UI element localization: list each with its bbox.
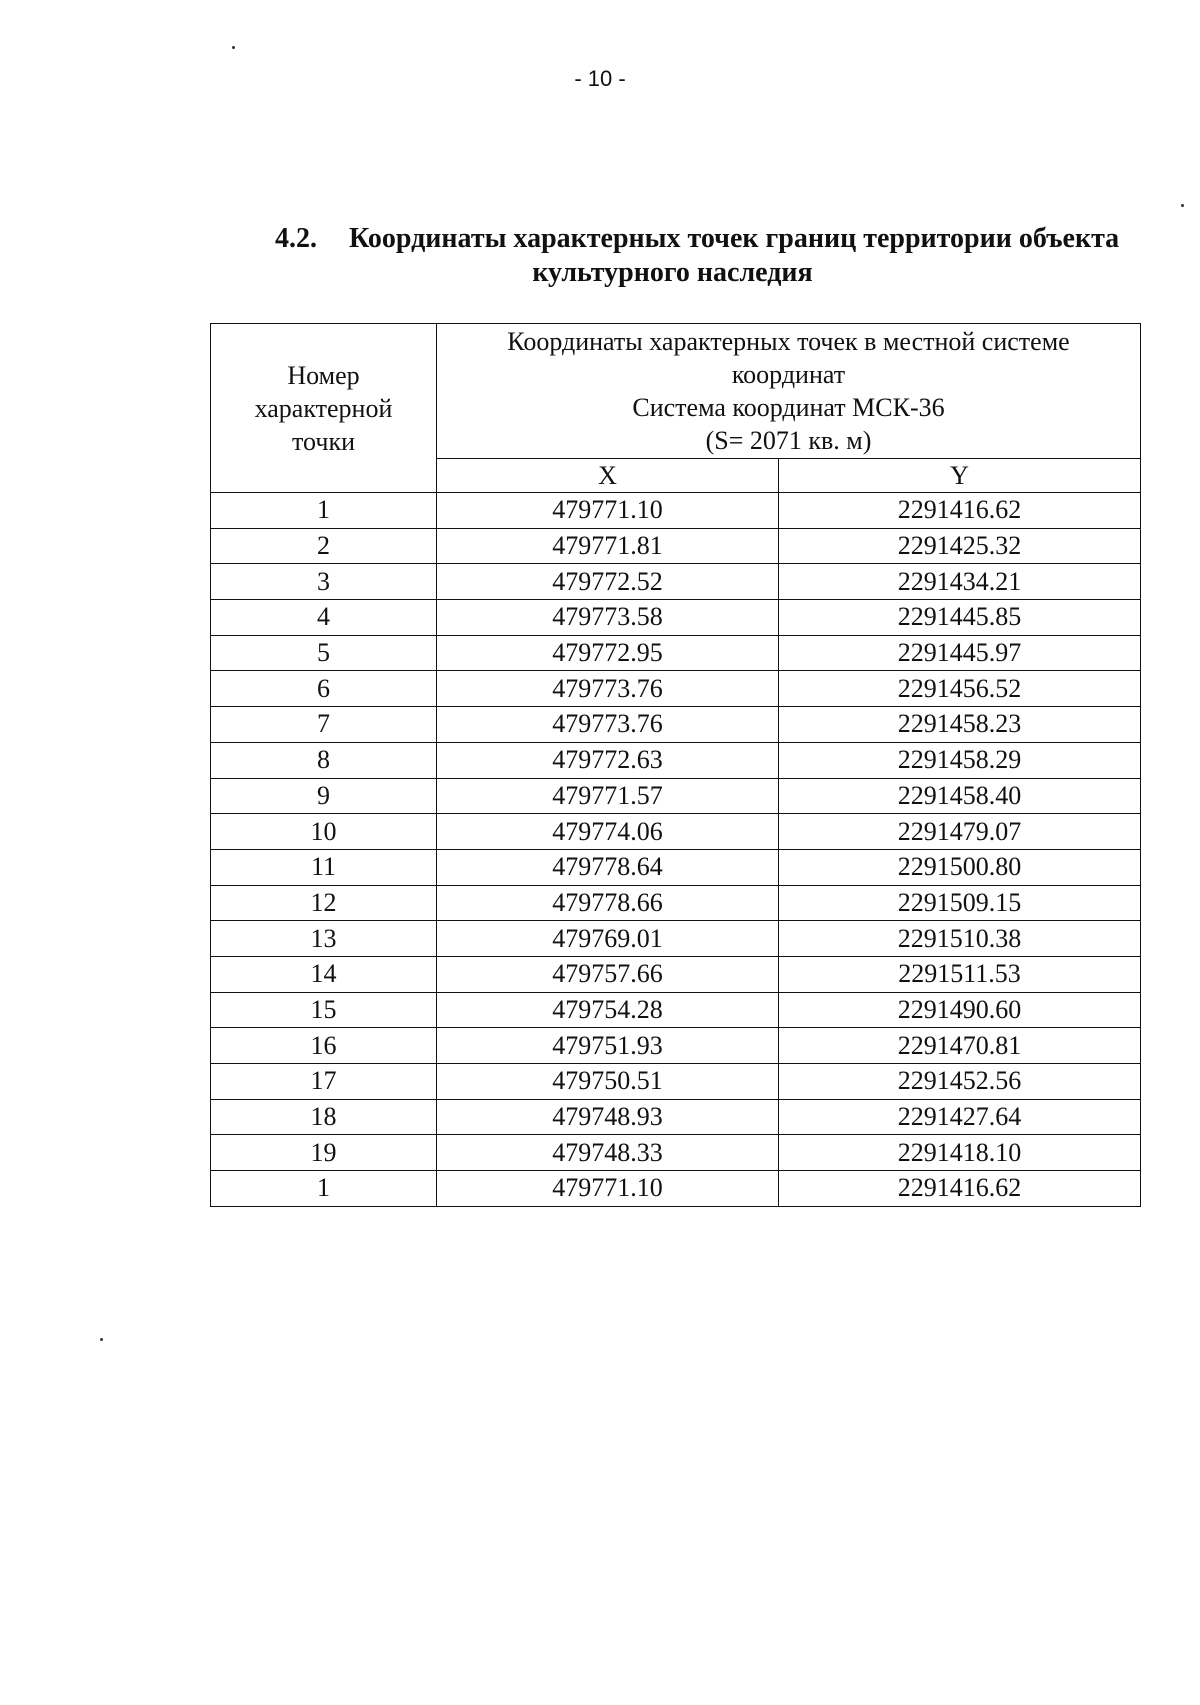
x-coordinate-cell: 479757.66 <box>437 956 779 992</box>
y-coordinate-cell: 2291500.80 <box>779 849 1141 885</box>
point-number-cell: 12 <box>211 885 437 921</box>
y-coordinate-cell: 2291445.85 <box>779 600 1141 636</box>
y-coordinate-cell: 2291458.29 <box>779 742 1141 778</box>
table-row <box>211 707 1141 743</box>
header-y: Y <box>779 459 1141 493</box>
scan-speck <box>232 46 235 49</box>
point-number-cell: 14 <box>211 956 437 992</box>
header-system-line: Координаты характерных точек в местной системе <box>507 327 1070 356</box>
table-row <box>211 600 1141 636</box>
x-coordinate-cell: 479771.81 <box>437 528 779 564</box>
section-title-line-1: Координаты характерных точек границ территории объекта <box>349 223 1120 254</box>
y-coordinate-cell: 2291458.23 <box>779 707 1141 743</box>
x-coordinate-cell: 479748.33 <box>437 1135 779 1171</box>
x-coordinate-cell: 479754.28 <box>437 992 779 1028</box>
y-coordinate-cell: 2291456.52 <box>779 671 1141 707</box>
point-number-cell: 7 <box>211 707 437 743</box>
section-heading <box>275 222 1145 290</box>
point-number-cell: 19 <box>211 1135 437 1171</box>
y-coordinate-cell: 2291470.81 <box>779 1028 1141 1064</box>
x-coordinate-cell: 479778.66 <box>437 885 779 921</box>
x-coordinate-cell: 479773.76 <box>437 707 779 743</box>
table-row <box>211 921 1141 957</box>
point-number-cell: 11 <box>211 849 437 885</box>
table-row <box>211 1028 1141 1064</box>
table-row <box>211 956 1141 992</box>
y-coordinate-cell: 2291510.38 <box>779 921 1141 957</box>
point-number-cell: 8 <box>211 742 437 778</box>
table-row <box>211 885 1141 921</box>
point-number-cell: 16 <box>211 1028 437 1064</box>
table-row <box>211 635 1141 671</box>
point-number-cell: 1 <box>211 493 437 529</box>
table-row <box>211 814 1141 850</box>
x-coordinate-cell: 479774.06 <box>437 814 779 850</box>
point-number-cell: 2 <box>211 528 437 564</box>
point-number-cell: 1 <box>211 1171 437 1207</box>
y-coordinate-cell: 2291490.60 <box>779 992 1141 1028</box>
x-coordinate-cell: 479772.52 <box>437 564 779 600</box>
x-coordinate-cell: 479773.76 <box>437 671 779 707</box>
y-coordinate-cell: 2291434.21 <box>779 564 1141 600</box>
y-coordinate-cell: 2291425.32 <box>779 528 1141 564</box>
section-title-line-2: культурного наследия <box>532 257 813 288</box>
x-coordinate-cell: 479771.10 <box>437 1171 779 1207</box>
table-row <box>211 528 1141 564</box>
point-number-cell: 6 <box>211 671 437 707</box>
table-row <box>211 671 1141 707</box>
y-coordinate-cell: 2291416.62 <box>779 1171 1141 1207</box>
x-coordinate-cell: 479772.63 <box>437 742 779 778</box>
header-coordinate-system <box>437 324 1141 459</box>
point-number-cell: 4 <box>211 600 437 636</box>
header-system-line: (S= 2071 кв. м) <box>705 426 872 455</box>
header-system-line: Система координат МСК-36 <box>632 393 945 422</box>
table-row <box>211 493 1141 529</box>
point-number-cell: 18 <box>211 1099 437 1135</box>
point-number-cell: 10 <box>211 814 437 850</box>
table-row <box>211 992 1141 1028</box>
table-row <box>211 1135 1141 1171</box>
table-row <box>211 564 1141 600</box>
header-x: X <box>437 459 779 493</box>
point-number-cell: 5 <box>211 635 437 671</box>
x-coordinate-cell: 479771.57 <box>437 778 779 814</box>
x-coordinate-cell: 479778.64 <box>437 849 779 885</box>
y-coordinate-cell: 2291445.97 <box>779 635 1141 671</box>
table-row <box>211 1064 1141 1100</box>
point-number-cell: 9 <box>211 778 437 814</box>
y-coordinate-cell: 2291509.15 <box>779 885 1141 921</box>
x-coordinate-cell: 479748.93 <box>437 1099 779 1135</box>
x-coordinate-cell: 479772.95 <box>437 635 779 671</box>
table-row <box>211 778 1141 814</box>
scan-speck <box>100 1338 103 1341</box>
y-coordinate-cell: 2291452.56 <box>779 1064 1141 1100</box>
coordinates-table <box>210 323 1141 1207</box>
table-row <box>211 1099 1141 1135</box>
header-point-line: характерной <box>254 393 393 423</box>
page-number: - 10 - <box>574 66 626 91</box>
table-body <box>211 493 1141 1207</box>
y-coordinate-cell: 2291458.40 <box>779 778 1141 814</box>
section-number: 4.2. <box>275 223 317 254</box>
table-row <box>211 742 1141 778</box>
point-number-cell: 13 <box>211 921 437 957</box>
x-coordinate-cell: 479773.58 <box>437 600 779 636</box>
point-number-cell: 17 <box>211 1064 437 1100</box>
point-number-cell: 3 <box>211 564 437 600</box>
x-coordinate-cell: 479750.51 <box>437 1064 779 1100</box>
header-point-line: точки <box>292 426 355 456</box>
header-point-line: Номер <box>287 360 360 390</box>
y-coordinate-cell: 2291427.64 <box>779 1099 1141 1135</box>
table-row <box>211 849 1141 885</box>
header-system-line: координат <box>731 360 846 389</box>
header-point-number <box>211 324 437 493</box>
scan-speck <box>1181 204 1184 207</box>
x-coordinate-cell: 479769.01 <box>437 921 779 957</box>
point-number-cell: 15 <box>211 992 437 1028</box>
y-coordinate-cell: 2291511.53 <box>779 956 1141 992</box>
y-coordinate-cell: 2291416.62 <box>779 493 1141 529</box>
x-coordinate-cell: 479751.93 <box>437 1028 779 1064</box>
table-row <box>211 1171 1141 1207</box>
y-coordinate-cell: 2291479.07 <box>779 814 1141 850</box>
y-coordinate-cell: 2291418.10 <box>779 1135 1141 1171</box>
x-coordinate-cell: 479771.10 <box>437 493 779 529</box>
